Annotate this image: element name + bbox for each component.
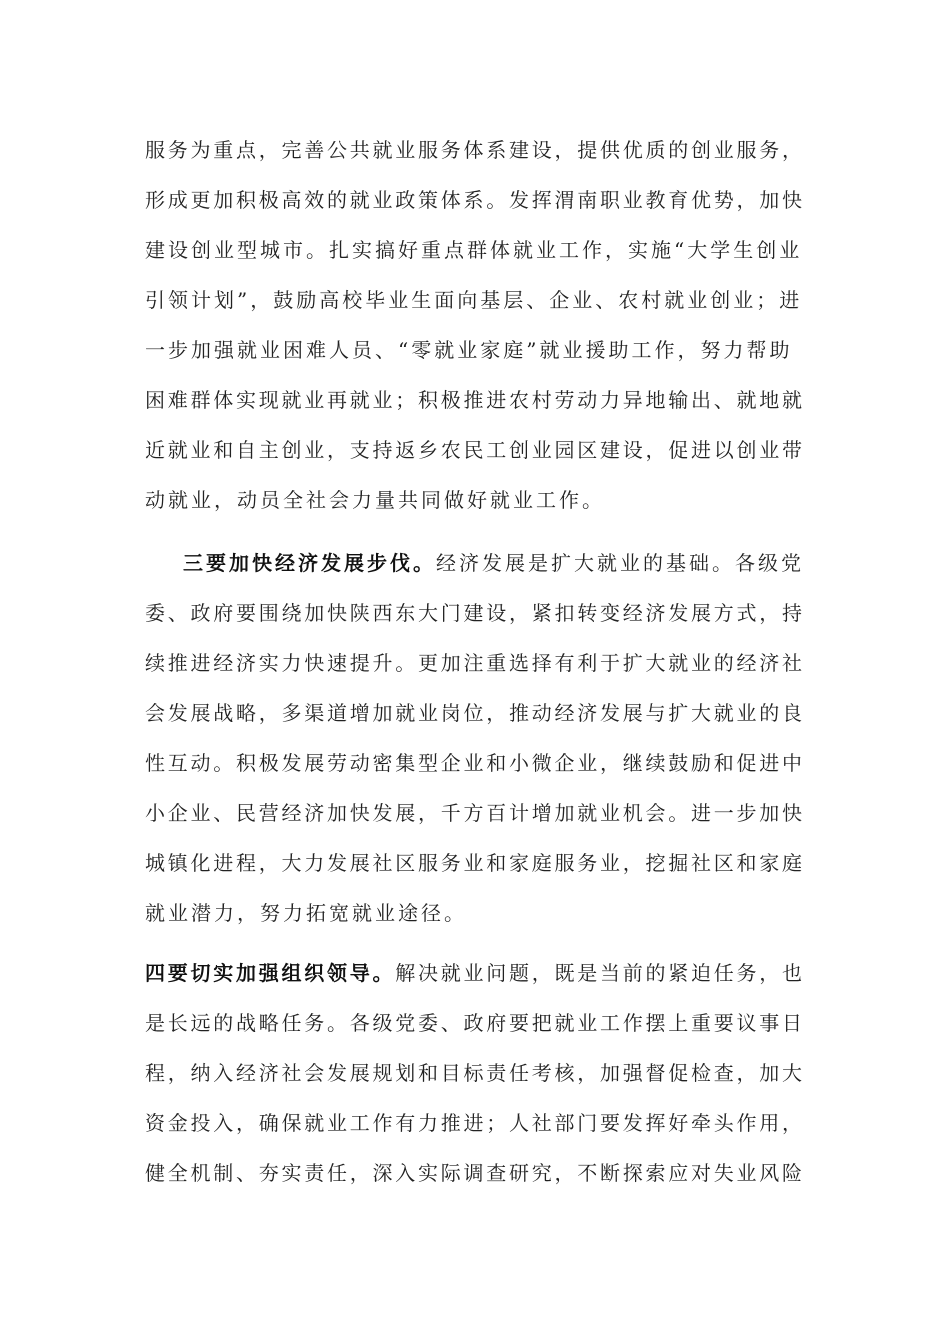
line-text: 小企业、民营经济加快发展，千方百计增加就业机会。进一步加快 xyxy=(145,801,805,825)
line-text: 会发展战略，多渠道增加就业岗位，推动经济发展与扩大就业的良 xyxy=(145,701,805,725)
text-line xyxy=(145,487,605,513)
line-text: 近就业和自主创业，支持返乡农民工创业园区建设，促进以创业带 xyxy=(145,438,805,462)
text-line xyxy=(145,1060,805,1086)
text-line xyxy=(145,800,805,826)
line-text: 解决就业问题，既是当前的紧迫任务，也 xyxy=(395,961,805,985)
paragraph-lead: 四要切实加强组织领导。 xyxy=(145,961,396,985)
line-text: 经济发展是扩大就业的基础。各级党 xyxy=(436,551,804,575)
text-line xyxy=(145,600,805,626)
text-line xyxy=(145,237,802,263)
line-text: 形成更加积极高效的就业政策体系。发挥渭南职业教育优势，加快 xyxy=(145,188,805,212)
line-text: 城镇化进程，大力发展社区服务业和家庭服务业，挖掘社区和家庭 xyxy=(145,851,805,875)
line-text: 动就业，动员全社会力量共同做好就业工作。 xyxy=(145,488,605,512)
line-text: 就业潜力，努力拓宽就业途径。 xyxy=(145,901,467,925)
text-line xyxy=(145,850,805,876)
line-text: 续推进经济实力快速提升。更加注重选择有利于扩大就业的经济社 xyxy=(145,651,805,675)
line-text: 程，纳入经济社会发展规划和目标责任考核，加强督促检查，加大 xyxy=(145,1061,805,1085)
text-line xyxy=(145,750,805,776)
text-line xyxy=(145,1110,805,1136)
line-text: 资金投入，确保就业工作有力推进；人社部门要发挥好牵头作用， xyxy=(145,1111,805,1135)
line-text: 困难群体实现就业再就业；积极推进农村劳动力异地输出、就地就 xyxy=(145,388,805,412)
text-line xyxy=(145,387,805,413)
line-text: 性互动。积极发展劳动密集型企业和小微企业，继续鼓励和促进中 xyxy=(145,751,805,775)
text-line xyxy=(183,550,804,576)
paragraph-lead: 三要加快经济发展步伐。 xyxy=(183,551,436,575)
line-text: 服务为重点，完善公共就业服务体系建设，提供优质的创业服务， xyxy=(145,138,805,162)
line-text: 委、政府要围绕加快陕西东大门建设，紧扣转变经济发展方式，持 xyxy=(145,601,805,625)
line-text: 健全机制、夯实责任，深入实际调查研究，不断探索应对失业风险 xyxy=(145,1161,805,1185)
text-line xyxy=(145,700,805,726)
line-text: 引领计划”，鼓励高校毕业生面向基层、企业、农村就业创业；进 xyxy=(145,288,803,312)
text-line xyxy=(145,1160,805,1186)
text-line xyxy=(145,287,802,313)
text-line xyxy=(145,337,792,363)
text-line xyxy=(145,960,805,986)
line-text: 是长远的战略任务。各级党委、政府要把就业工作摆上重要议事日 xyxy=(145,1011,805,1035)
text-line xyxy=(145,187,805,213)
text-line xyxy=(145,137,805,163)
text-line xyxy=(145,900,467,926)
text-line xyxy=(145,437,805,463)
line-text: 建设创业型城市。扎实搞好重点群体就业工作，实施“大学生创业 xyxy=(145,238,803,262)
text-line xyxy=(145,650,805,676)
text-line xyxy=(145,1010,805,1036)
line-text: 一步加强就业困难人员、“零就业家庭”就业援助工作，努力帮助 xyxy=(145,338,793,362)
